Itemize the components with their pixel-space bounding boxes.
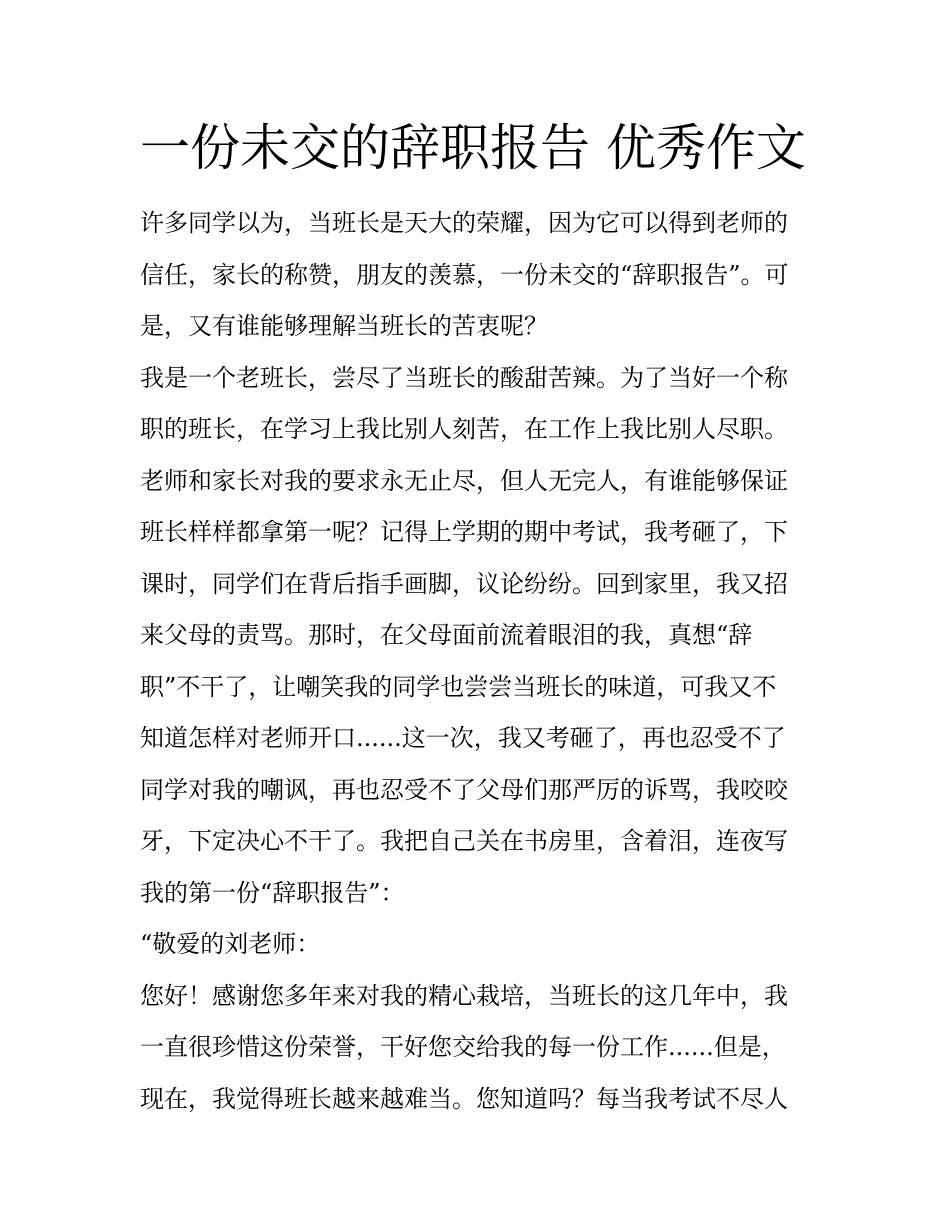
text-line: 是，又有谁能够理解当班长的苦衷呢？ xyxy=(140,312,548,340)
text-line: 职”不干了，让嘲笑我的同学也尝尝当班长的味道，可我又不 xyxy=(140,672,777,701)
text-line: 牙，下定决心不干了。我把自己关在书房里，含着泪，连夜写 xyxy=(140,827,788,855)
text-line: 现在，我觉得班长越来越难当。您知道吗？每当我考试不尽人 xyxy=(140,1084,788,1113)
text-line: 您好！感谢您多年来对我的精心栽培，当班长的这几年中，我 xyxy=(140,981,788,1010)
text-line: 同学对我的嘲讽，再也忍受不了父母们那严厉的诉骂，我咬咬 xyxy=(140,775,788,804)
essay-body xyxy=(140,198,830,1125)
text-line: 我的第一份“辞职报告”： xyxy=(140,878,405,907)
page-title: 一份未交的辞职报告 优秀作文 xyxy=(140,119,806,177)
text-line: 知道怎样对老师开口......这一次，我又考砸了，再也忍受不了 xyxy=(140,724,786,752)
text-line: 职的班长，在学习上我比别人刻苦，在工作上我比别人尽职。 xyxy=(140,415,788,443)
text-line: “敬爱的刘老师： xyxy=(140,930,321,958)
text-line: 信任，家长的称赞，朋友的羡慕，一份未交的“辞职报告”。可 xyxy=(140,260,789,289)
text-line: 我是一个老班长，尝尽了当班长的酸甜苦辣。为了当好一个称 xyxy=(140,363,788,392)
text-line: 老师和家长对我的要求永无止尽，但人无完人，有谁能够保证 xyxy=(140,466,788,495)
text-line: 来父母的责骂。那时，在父母面前流着眼泪的我，真想“辞 xyxy=(140,621,753,649)
text-line: 课时，同学们在背后指手画脚，议论纷纷。回到家里，我又招 xyxy=(140,569,788,598)
text-line: 班长样样都拿第一呢？记得上学期的期中考试，我考砸了，下 xyxy=(140,518,788,546)
text-line: 一直很珍惜这份荣誉，干好您交给我的每一份工作......但是， xyxy=(140,1033,786,1061)
text-line: 许多同学以为，当班长是天大的荣耀，因为它可以得到老师的 xyxy=(140,209,788,237)
